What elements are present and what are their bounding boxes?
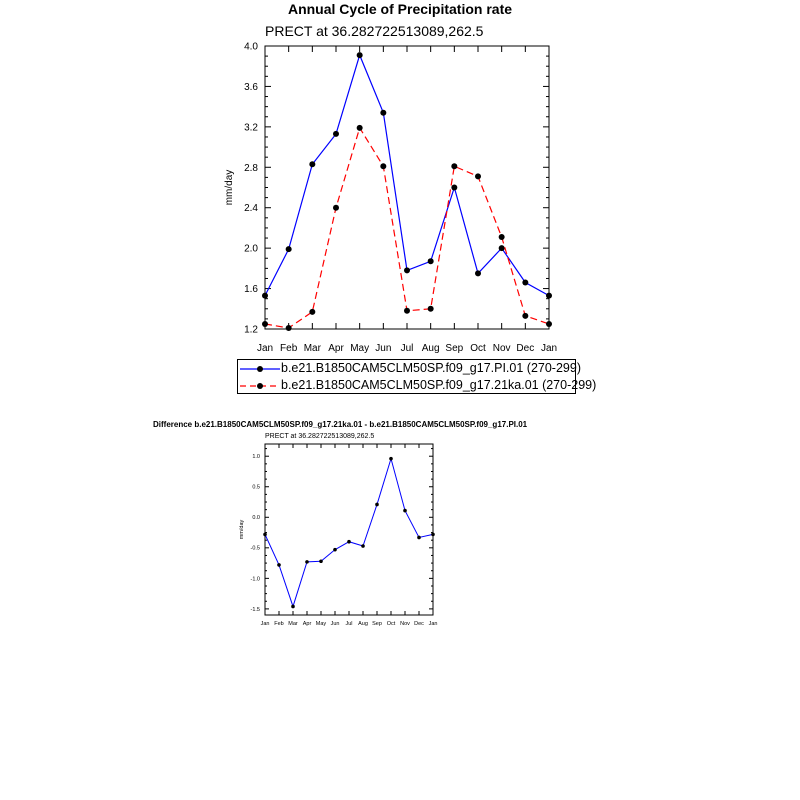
diff-series-0-point (431, 533, 435, 537)
main-series-1-point (309, 309, 315, 315)
main-series-0-point (309, 161, 315, 167)
legend-label-21ka: b.e21.B1850CAM5CLM50SP.f09_g17.21ka.01 (270-299) (281, 378, 597, 392)
difference-chart-subtitle: PRECT at 36.282722513089,262.5 (265, 433, 375, 440)
diff-x-tick-label: Sep (372, 621, 382, 627)
main-series-0-line (265, 55, 549, 296)
diff-y-tick-label: -0.5 (250, 545, 260, 552)
chart-title: Annual Cycle of Precipitation rate (287, 1, 513, 17)
diff-y-tick-label: 0.5 (252, 484, 260, 491)
main-series-0-point (522, 280, 528, 286)
diff-series-0-point (375, 503, 379, 507)
main-series-0-point (262, 293, 268, 299)
diff-x-tick-label: Jan (260, 621, 270, 627)
main-series-1-point (404, 308, 410, 314)
diff-x-tick-label: Dec (414, 621, 424, 627)
legend-swatch-21ka (240, 378, 280, 392)
main-x-tick-label: Jan (256, 343, 274, 354)
main-x-tick-label: Jun (375, 343, 392, 354)
chart-subtitle: PRECT at 36.282722513089,262.5 (265, 23, 484, 39)
main-series-1-point (451, 163, 457, 169)
legend (237, 359, 597, 394)
diff-x-tick-label: Apr (302, 621, 312, 627)
main-y-tick-label: 1.6 (244, 284, 258, 296)
main-series-1-point (380, 163, 386, 169)
diff-x-tick-label: Jul (345, 621, 353, 627)
main-x-tick-label: Mar (303, 343, 321, 354)
main-series-0-point (286, 246, 292, 252)
legend-item-21ka (238, 377, 597, 394)
diff-series-0-point (305, 560, 309, 564)
diff-series-0-point (277, 563, 281, 567)
diff-series-0-point (263, 533, 267, 537)
diff-x-tick-label: May (315, 621, 327, 627)
diff-series-0-point (403, 509, 407, 513)
diff-x-tick-label: Mar (288, 621, 298, 627)
difference-chart-title: Difference b.e21.B1850CAM5CLM50SP.f09_g17.21ka.01 - b.e21.B1850CAM5CLM50SP.f09_g17.PI.01 (153, 420, 528, 429)
main-x-tick-label: Oct (470, 343, 486, 354)
main-series-1-point (475, 173, 481, 179)
legend-swatch-pi (240, 361, 280, 375)
diff-y-tick-label: 0.0 (252, 515, 260, 522)
main-series-1-point (333, 205, 339, 211)
diff-x-tick-label: Jan (428, 621, 438, 627)
main-series-0-point (428, 258, 434, 264)
main-x-tick-label: Dec (516, 343, 535, 354)
main-x-tick-label: Jul (400, 343, 414, 354)
main-x-tick-label: Nov (492, 343, 511, 354)
legend-item-pi (238, 360, 581, 377)
main-series-1-point (286, 325, 292, 331)
diff-series-0-point (389, 457, 393, 461)
main-y-tick-label: 2.8 (244, 162, 258, 174)
main-x-tick-label: Aug (421, 343, 440, 354)
main-x-tick-label: Jan (540, 343, 558, 354)
main-y-tick-label: 2.4 (244, 203, 258, 215)
diff-x-tick-label: Jun (330, 621, 340, 627)
main-series-0-point (475, 270, 481, 276)
main-series-1-point (546, 321, 552, 327)
main-x-tick-label: Feb (280, 343, 298, 354)
main-series-1-point (428, 306, 434, 312)
main-y-tick-label: 4.0 (244, 41, 258, 53)
legend-label-pi: b.e21.B1850CAM5CLM50SP.f09_g17.PI.01 (270-299) (281, 361, 581, 375)
main-series-0-point (333, 131, 339, 137)
diff-plot-frame (265, 444, 433, 615)
diff-y-tick-label: -1.0 (250, 576, 260, 583)
diff-series-0-point (347, 540, 351, 544)
main-series-1-line (265, 128, 549, 328)
main-x-tick-label: May (350, 343, 370, 354)
main-series-0-point (546, 293, 552, 299)
diff-series-0-point (361, 544, 365, 548)
main-series-1-point (499, 234, 505, 240)
main-series-0-point (499, 245, 505, 251)
diff-x-tick-label: Aug (358, 621, 368, 627)
main-y-tick-label: 1.2 (244, 324, 258, 336)
main-plot-frame (265, 46, 549, 329)
main-y-tick-label: 3.6 (244, 81, 258, 93)
main-series-1-point (357, 125, 363, 131)
main-series-0-point (404, 267, 410, 273)
diff-y-tick-label: 1.0 (252, 454, 260, 461)
diff-series-0-point (291, 605, 295, 609)
diff-series-0-point (319, 559, 323, 563)
main-series-0-point (451, 185, 457, 191)
main-x-tick-label: Apr (328, 343, 344, 354)
diff-x-tick-label: Oct (386, 621, 396, 627)
main-y-tick-label: 2.0 (244, 243, 258, 255)
diff-y-axis-label: mm/day (239, 519, 245, 540)
diff-series-0-point (333, 548, 337, 552)
diff-x-tick-label: Feb (274, 621, 284, 627)
main-series-0-point (357, 52, 363, 58)
diff-y-tick-label: -1.5 (250, 606, 260, 613)
diff-series-0-point (417, 536, 421, 540)
main-series-1-point (522, 313, 528, 319)
main-series-1-point (262, 321, 268, 327)
main-x-tick-label: Sep (445, 343, 464, 354)
diff-x-tick-label: Nov (400, 621, 410, 627)
main-y-tick-label: 3.2 (244, 122, 258, 134)
main-series-0-point (380, 110, 386, 116)
main-y-axis-label: mm/day (224, 169, 235, 206)
diff-series-0-line (265, 459, 433, 607)
